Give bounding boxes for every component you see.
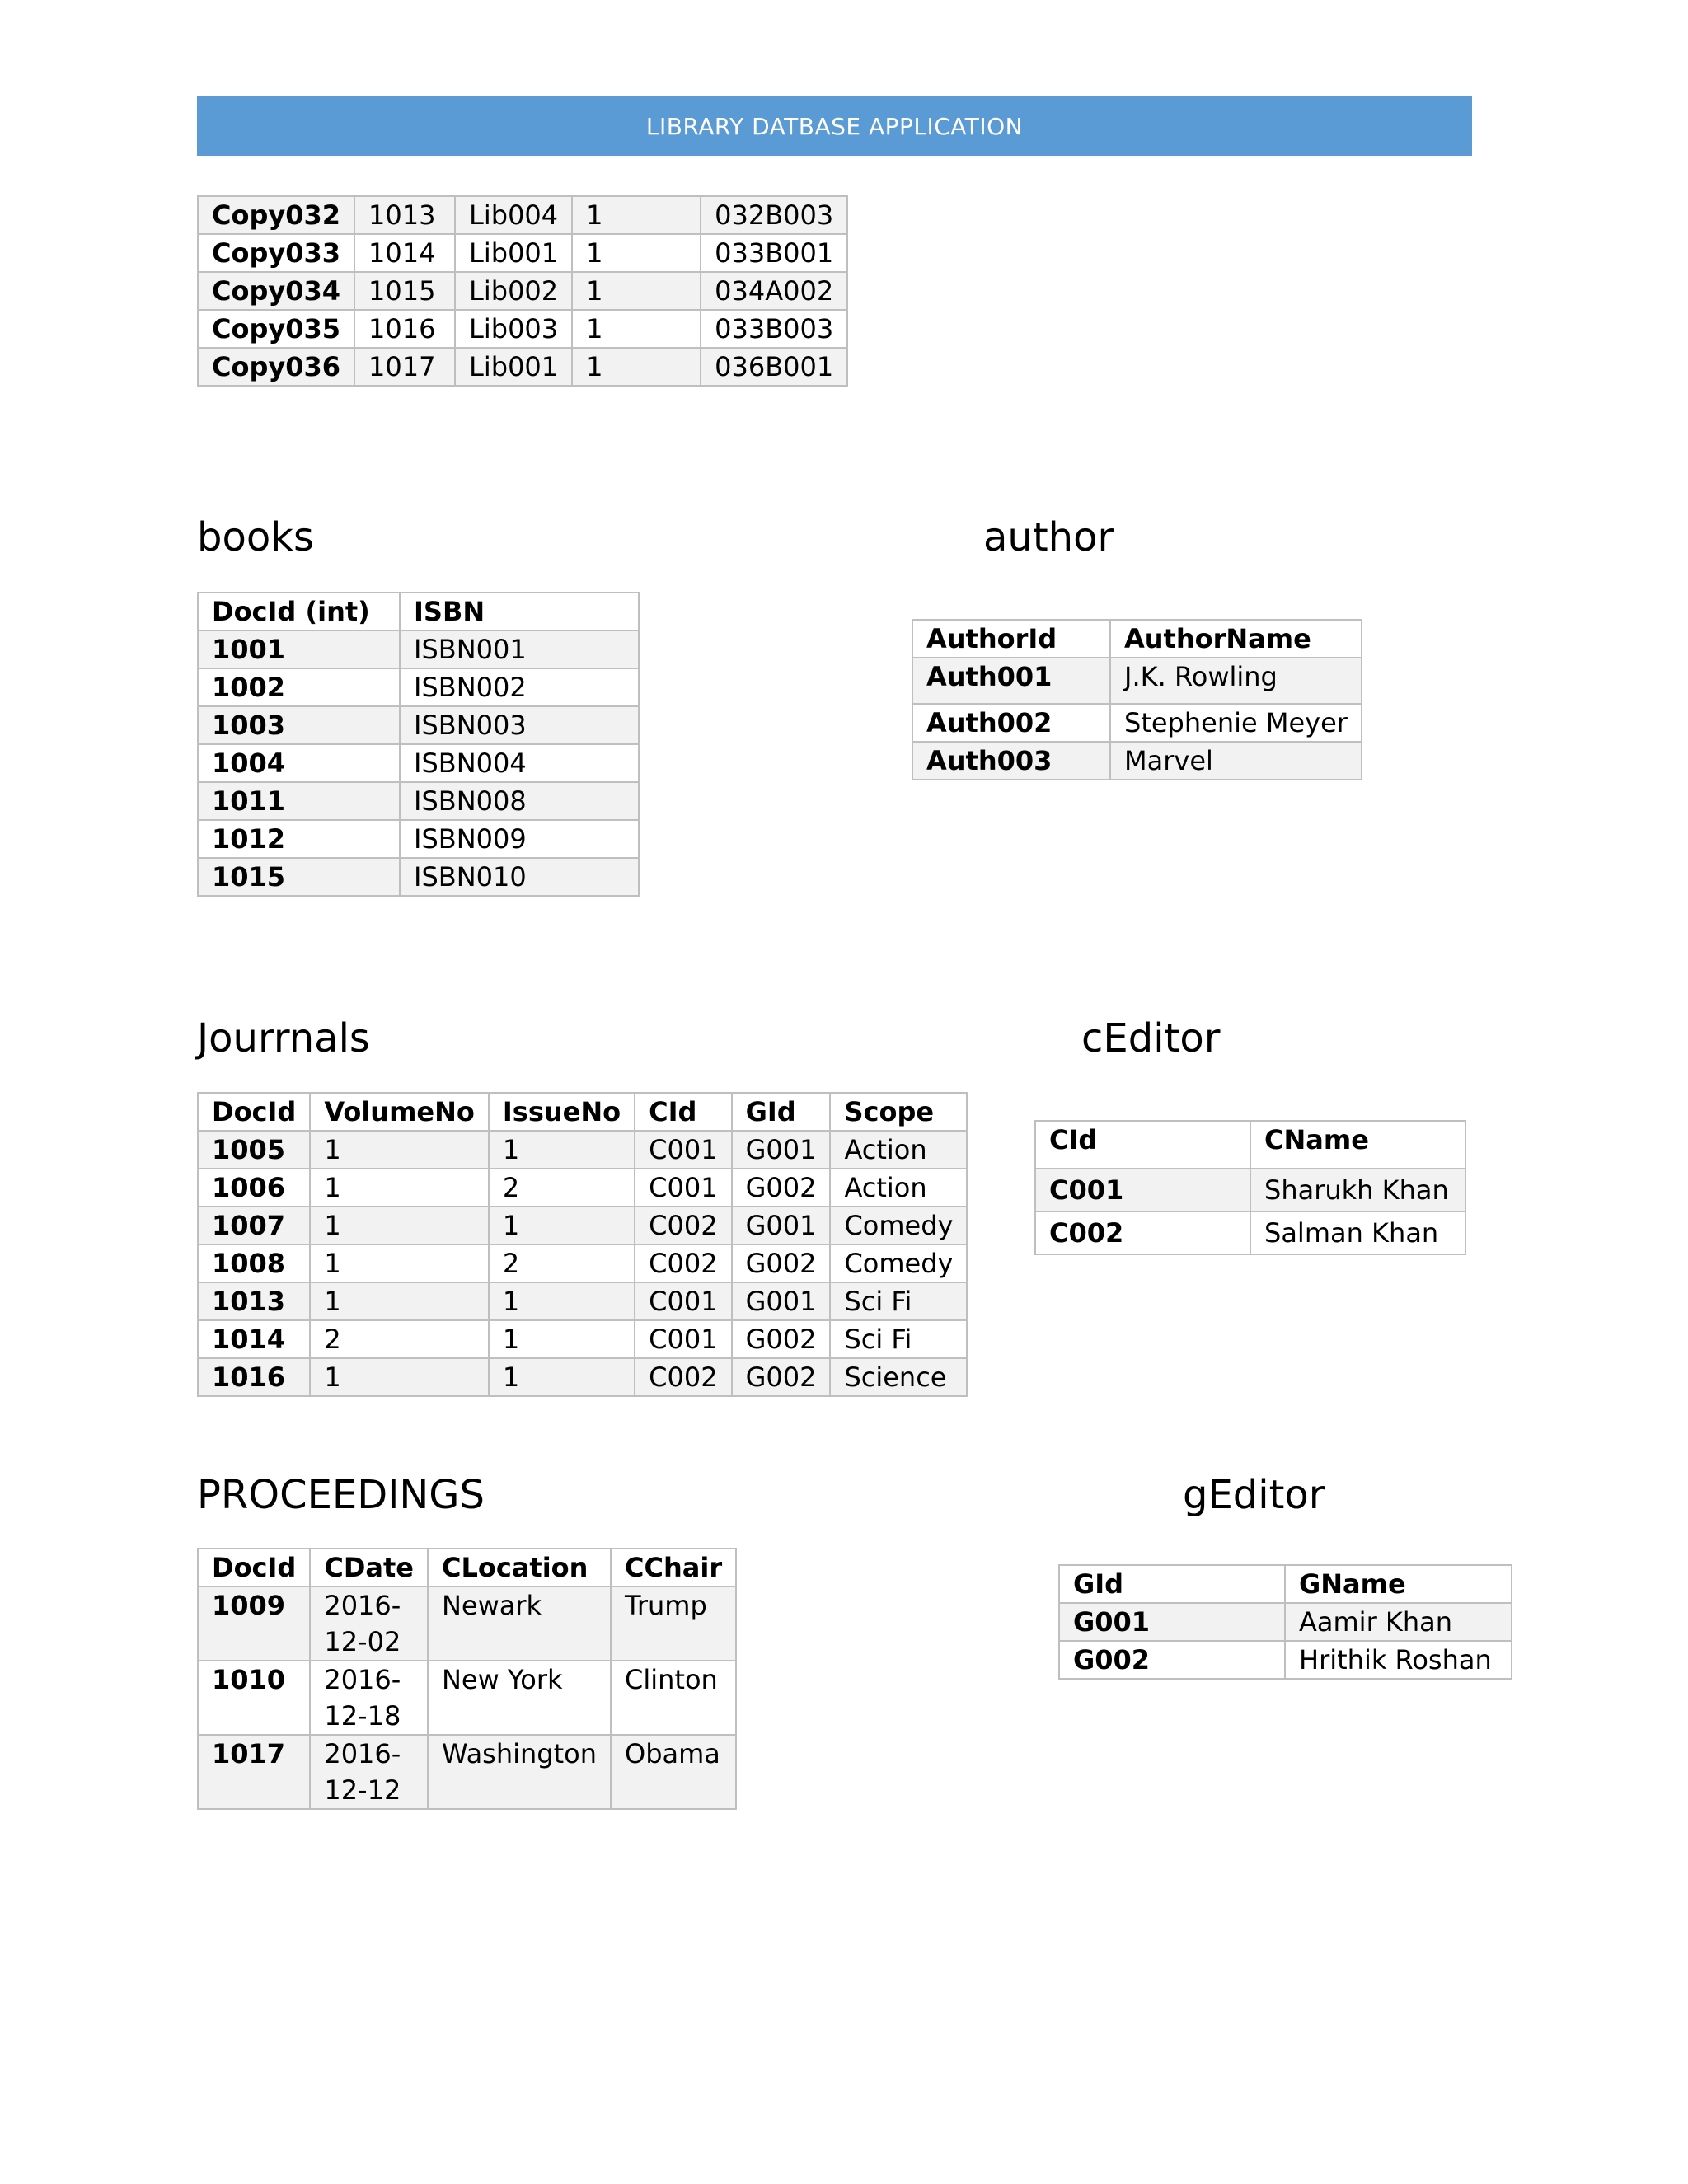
table-cell: 1001: [198, 630, 400, 668]
table-cell: G001: [732, 1131, 831, 1169]
table-row: [198, 1131, 967, 1169]
table-cell: C001: [635, 1320, 731, 1358]
table-cell: Lib003: [455, 310, 572, 348]
table-cell: Action: [830, 1169, 967, 1207]
column-header: DocId: [198, 1093, 310, 1131]
ceditor-title: cEditor: [1081, 1015, 1221, 1062]
table-cell: 1006: [198, 1169, 310, 1207]
table-cell: 1003: [198, 706, 400, 744]
table-cell: Newark: [428, 1586, 611, 1661]
column-header: IssueNo: [489, 1093, 635, 1131]
table-cell: ISBN010: [400, 858, 639, 896]
table-cell: 1: [489, 1358, 635, 1396]
table-row: [912, 658, 1362, 704]
table-cell: 033B001: [701, 234, 847, 272]
table-cell: ISBN003: [400, 706, 639, 744]
column-header: AuthorName: [1110, 620, 1362, 658]
table-row: [198, 234, 847, 272]
page-title: LIBRARY DATBASE APPLICATION: [645, 112, 1024, 140]
column-header: DocId: [198, 1549, 310, 1586]
column-header: DocId (int): [198, 593, 400, 630]
table-row: [198, 1661, 736, 1735]
table-cell: Trump: [611, 1586, 736, 1661]
table-cell: Sci Fi: [830, 1320, 967, 1358]
table-cell: Stephenie Meyer: [1110, 704, 1362, 742]
table-cell: 032B003: [701, 196, 847, 234]
table-row: [198, 668, 639, 706]
table-cell: Copy032: [198, 196, 354, 234]
table-cell: Lib002: [455, 272, 572, 310]
table-cell: 1007: [198, 1207, 310, 1244]
table-cell: G002: [732, 1169, 831, 1207]
table-cell: Copy036: [198, 348, 354, 386]
table-row: [198, 820, 639, 858]
table-cell: 1010: [198, 1661, 310, 1735]
table-row: [198, 630, 639, 668]
table-cell: C002: [635, 1207, 731, 1244]
table-cell: Copy034: [198, 272, 354, 310]
table-cell: Copy035: [198, 310, 354, 348]
table-cell: 1: [310, 1207, 489, 1244]
table-cell: Auth002: [912, 704, 1110, 742]
table-row: [198, 1282, 967, 1320]
table-cell: 1008: [198, 1244, 310, 1282]
table-row: [198, 1586, 736, 1661]
author-table: [912, 619, 1362, 780]
table-cell: 1: [489, 1320, 635, 1358]
table-cell: C001: [1035, 1169, 1250, 1212]
column-header: CId: [635, 1093, 731, 1131]
table-cell: 1: [572, 310, 701, 348]
journals-title: Jourrnals: [197, 1015, 370, 1062]
column-header: VolumeNo: [310, 1093, 489, 1131]
table-cell: 1012: [198, 820, 400, 858]
geditor-table: [1058, 1564, 1512, 1680]
table-cell: 1015: [354, 272, 455, 310]
table-cell: C002: [635, 1358, 731, 1396]
table-cell: ISBN004: [400, 744, 639, 782]
table-row: [198, 858, 639, 896]
table-row: [198, 1169, 967, 1207]
table-cell: ISBN008: [400, 782, 639, 820]
table-row: [198, 1735, 736, 1809]
table-cell: 1005: [198, 1131, 310, 1169]
table-cell: 2: [489, 1244, 635, 1282]
table-header-row: [1059, 1565, 1512, 1603]
table-cell: Lib004: [455, 196, 572, 234]
table-row: [1059, 1603, 1512, 1641]
table-cell: 1: [572, 234, 701, 272]
table-cell: C001: [635, 1282, 731, 1320]
table-cell: Comedy: [830, 1207, 967, 1244]
table-cell: Salman Khan: [1250, 1212, 1465, 1254]
table-row: [198, 1320, 967, 1358]
table-row: [198, 1358, 967, 1396]
table-cell: G002: [732, 1320, 831, 1358]
table-cell: 033B003: [701, 310, 847, 348]
table-cell: 1: [310, 1282, 489, 1320]
column-header: GId: [1059, 1565, 1285, 1603]
copies-table: [197, 195, 848, 387]
table-cell: 1: [489, 1207, 635, 1244]
column-header: CName: [1250, 1121, 1465, 1169]
table-row: [198, 744, 639, 782]
table-cell: 1017: [354, 348, 455, 386]
column-header: Scope: [830, 1093, 967, 1131]
table-cell: 1: [572, 348, 701, 386]
journals-table: [197, 1092, 968, 1397]
table-cell: ISBN002: [400, 668, 639, 706]
table-row: [198, 196, 847, 234]
table-cell: ISBN001: [400, 630, 639, 668]
table-cell: Copy033: [198, 234, 354, 272]
table-cell: Hrithik Roshan: [1285, 1641, 1512, 1679]
table-cell: 1: [489, 1282, 635, 1320]
table-cell: 1: [310, 1358, 489, 1396]
table-row: [912, 742, 1362, 780]
table-cell: 1017: [198, 1735, 310, 1809]
table-cell: 1016: [354, 310, 455, 348]
table-cell: 1: [310, 1131, 489, 1169]
table-row: [198, 310, 847, 348]
table-row: [198, 272, 847, 310]
column-header: CChair: [611, 1549, 736, 1586]
table-header-row: [198, 1549, 736, 1586]
table-cell: 1: [310, 1169, 489, 1207]
table-header-row: [198, 593, 639, 630]
table-cell: 1002: [198, 668, 400, 706]
table-row: [198, 348, 847, 386]
table-cell: C002: [1035, 1212, 1250, 1254]
column-header: ISBN: [400, 593, 639, 630]
table-header-row: [1035, 1121, 1465, 1169]
table-cell: Lib001: [455, 234, 572, 272]
table-cell: Sci Fi: [830, 1282, 967, 1320]
table-cell: Comedy: [830, 1244, 967, 1282]
table-cell: J.K. Rowling: [1110, 658, 1362, 704]
table-cell: Washington: [428, 1735, 611, 1809]
column-header: GName: [1285, 1565, 1512, 1603]
table-cell: 1016: [198, 1358, 310, 1396]
table-cell: 1014: [354, 234, 455, 272]
table-cell: Auth003: [912, 742, 1110, 780]
table-header-row: [198, 1093, 967, 1131]
table-cell: 1011: [198, 782, 400, 820]
table-cell: ISBN009: [400, 820, 639, 858]
table-cell: Aamir Khan: [1285, 1603, 1512, 1641]
table-cell: 2: [310, 1320, 489, 1358]
table-cell: G002: [1059, 1641, 1285, 1679]
table-cell: 2016-12-12: [310, 1735, 428, 1809]
table-row: [198, 706, 639, 744]
table-row: [912, 704, 1362, 742]
table-cell: Clinton: [611, 1661, 736, 1735]
table-cell: 034A002: [701, 272, 847, 310]
table-cell: 1014: [198, 1320, 310, 1358]
table-cell: 1009: [198, 1586, 310, 1661]
table-cell: 036B001: [701, 348, 847, 386]
table-cell: Marvel: [1110, 742, 1362, 780]
table-cell: 1013: [354, 196, 455, 234]
table-cell: Science: [830, 1358, 967, 1396]
table-row: [198, 782, 639, 820]
table-cell: C002: [635, 1244, 731, 1282]
column-header: CDate: [310, 1549, 428, 1586]
table-cell: G002: [732, 1244, 831, 1282]
author-title: author: [983, 514, 1114, 560]
column-header: CId: [1035, 1121, 1250, 1169]
column-header: AuthorId: [912, 620, 1110, 658]
table-cell: 1: [572, 272, 701, 310]
table-cell: Auth001: [912, 658, 1110, 704]
page-header-bar: [197, 96, 1472, 156]
table-row: [1035, 1169, 1465, 1212]
ceditor-table: [1034, 1120, 1466, 1255]
table-row: [1059, 1641, 1512, 1679]
table-cell: C001: [635, 1169, 731, 1207]
table-row: [1035, 1212, 1465, 1254]
table-row: [198, 1244, 967, 1282]
table-cell: Sharukh Khan: [1250, 1169, 1465, 1212]
table-cell: 1004: [198, 744, 400, 782]
table-cell: G001: [732, 1282, 831, 1320]
table-cell: G002: [732, 1358, 831, 1396]
table-cell: 2016-12-18: [310, 1661, 428, 1735]
table-row: [198, 1207, 967, 1244]
proceedings-table: [197, 1548, 737, 1810]
table-cell: G001: [1059, 1603, 1285, 1641]
table-cell: New York: [428, 1661, 611, 1735]
books-title: books: [197, 514, 315, 560]
table-cell: 1: [310, 1244, 489, 1282]
table-cell: 1: [572, 196, 701, 234]
proceedings-title: PROCEEDINGS: [197, 1472, 485, 1518]
geditor-title: gEditor: [1183, 1472, 1325, 1518]
books-table: [197, 592, 640, 897]
table-cell: Obama: [611, 1735, 736, 1809]
table-cell: 1: [489, 1131, 635, 1169]
table-cell: 2016-12-02: [310, 1586, 428, 1661]
table-cell: C001: [635, 1131, 731, 1169]
table-cell: 1013: [198, 1282, 310, 1320]
column-header: GId: [732, 1093, 831, 1131]
column-header: CLocation: [428, 1549, 611, 1586]
table-cell: Action: [830, 1131, 967, 1169]
table-header-row: [912, 620, 1362, 658]
table-cell: G001: [732, 1207, 831, 1244]
table-cell: 1015: [198, 858, 400, 896]
table-cell: Lib001: [455, 348, 572, 386]
table-cell: 2: [489, 1169, 635, 1207]
